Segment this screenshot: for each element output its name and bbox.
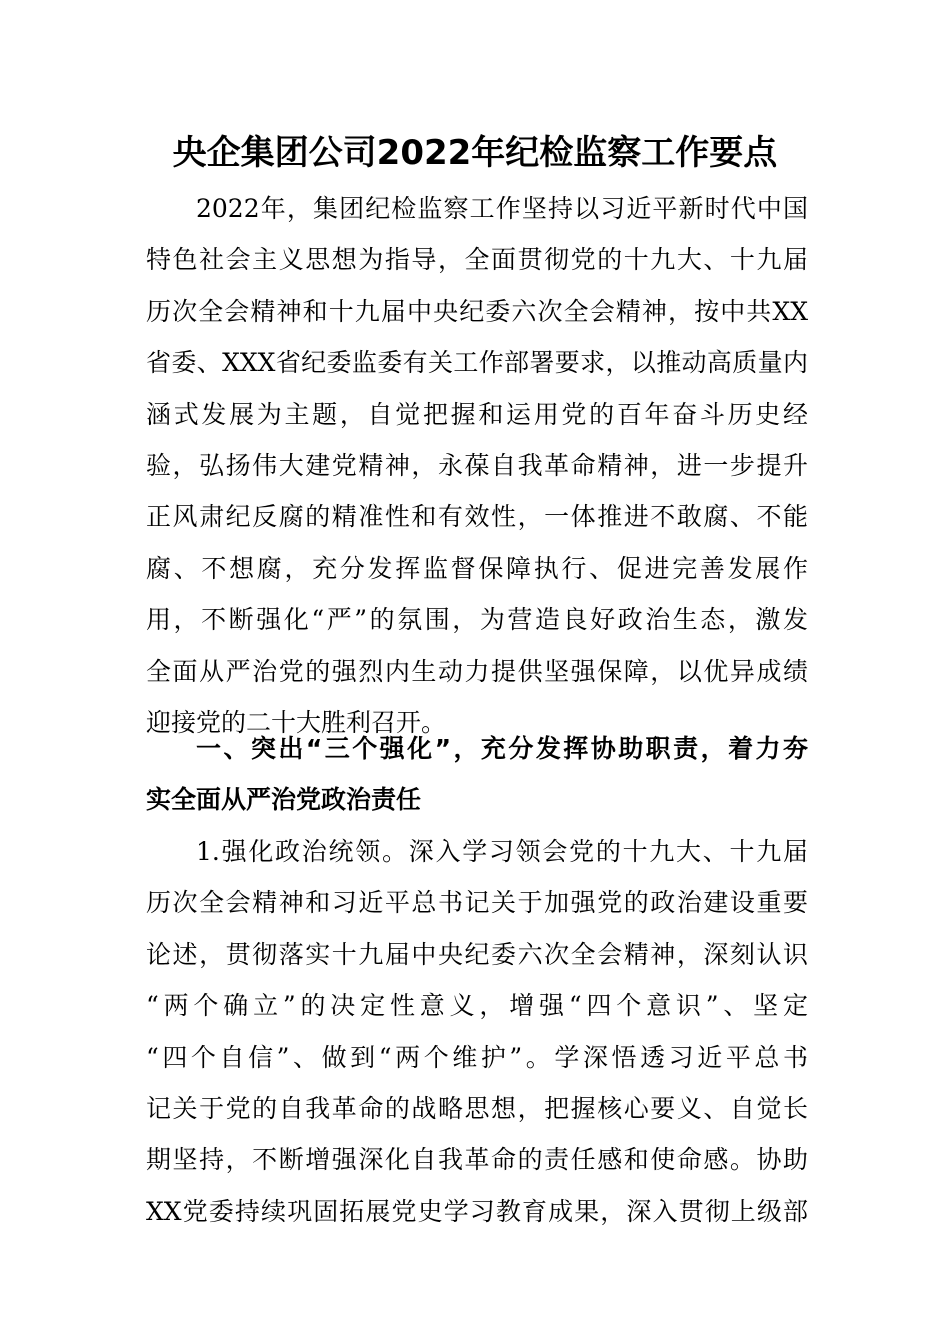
heading-line: 实全面从严治党政治责任 (146, 785, 422, 815)
paragraph-line: 2022年，集团纪检监察工作坚持以习近平新时代中国 (196, 194, 808, 223)
document-title: 央企集团公司2022年纪检监察工作要点 (172, 133, 778, 173)
paragraph-line: 正风肃纪反腐的精准性和有效性，一体推进不敢腐、不能 (146, 502, 808, 532)
paragraph-line: 特色社会主义思想为指导，全面贯彻党的十九大、十九届 (146, 245, 808, 275)
heading-line: 一、突出“三个强化”，充分发挥协助职责，着力夯 (196, 734, 808, 763)
paragraph-line: 期坚持，不断增强深化自我革命的责任感和使命感。协助 (146, 1145, 808, 1175)
paragraph-line: XX党委持续巩固拓展党史学习教育成果，深入贯彻上级部 (146, 1196, 808, 1226)
paragraph-line: 腐、不想腐，充分发挥监督保障执行、促进完善发展作 (146, 553, 808, 583)
paragraph-line: 省委、XXX省纪委监委有关工作部署要求，以推动高质量内 (146, 348, 808, 378)
paragraph-line: 全面从严治党的强烈内生动力提供坚强保障，以优异成绩 (146, 656, 808, 686)
intro-paragraph (146, 183, 808, 748)
paragraph-line: 验，弘扬伟大建党精神，永葆自我革命精神，进一步提升 (146, 450, 808, 480)
paragraph-line: 迎接党的二十大胜利召开。 (146, 707, 447, 737)
section-heading (146, 723, 808, 826)
paragraph-line: 涵式发展为主题，自觉把握和运用党的百年奋斗历史经 (146, 399, 808, 429)
paragraph-line: “四个自信”、做到“两个维护”。学深悟透习近平总书 (146, 1042, 808, 1072)
item-paragraph (146, 826, 808, 1237)
paragraph-line: 历次全会精神和十九届中央纪委六次全会精神，按中共XX (146, 296, 808, 326)
paragraph-line: 历次全会精神和习近平总书记关于加强党的政治建设重要 (146, 888, 808, 918)
paragraph-line: 论述，贯彻落实十九届中央纪委六次全会精神，深刻认识 (146, 939, 808, 969)
paragraph-line: “两个确立”的决定性意义，增强“四个意识”、坚定 (146, 991, 808, 1021)
paragraph-line: 用，不断强化“严”的氛围，为营造良好政治生态，激发 (146, 605, 808, 635)
paragraph-line: 1.强化政治统领。深入学习领会党的十九大、十九届 (196, 837, 808, 866)
paragraph-line: 记关于党的自我革命的战略思想，把握核心要义、自觉长 (146, 1093, 808, 1123)
